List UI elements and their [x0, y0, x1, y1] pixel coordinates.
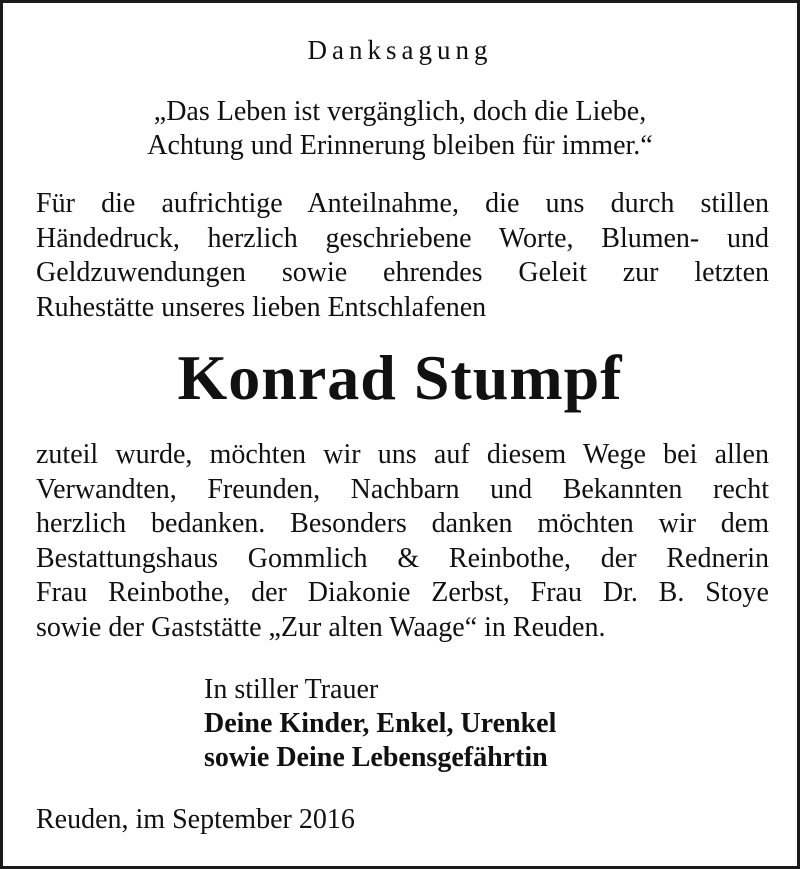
signature-intro: In stiller Trauer: [204, 674, 379, 705]
place-date: Reuden, im September 2016: [36, 804, 355, 835]
signature-partner: sowie Deine Lebensgefährtin: [204, 742, 548, 773]
paragraph-line: herzlich bedanken. Besonders danken möchten wir dem: [36, 508, 769, 539]
paragraph-line: Verwandten, Freunden, Nachbarn und Bekannten recht: [36, 473, 769, 505]
deceased-name: Konrad Stumpf: [177, 342, 623, 413]
thanks-paragraph-main: [36, 438, 769, 645]
paragraph-line: sowie der Gaststätte „Zur alten Waage“ in Reuden.: [36, 611, 606, 643]
paragraph-line: Frau Reinbothe, der Diakonie Zerbst, Frau Dr. B. Stoye: [36, 577, 769, 608]
paragraph-line: Bestattungshaus Gommlich & Reinbothe, der Rednerin: [36, 542, 769, 574]
paragraph-line: Ruhestätte unseres lieben Entschlafenen: [36, 291, 487, 323]
signature-family: Deine Kinder, Enkel, Urenkel: [204, 708, 557, 739]
paragraph-line: Händedruck, herzlich geschriebene Worte, Blumen- und: [36, 222, 769, 254]
thanks-paragraph-intro: [36, 187, 769, 325]
quote-line: „Das Leben ist vergänglich, doch die Liebe,: [153, 96, 647, 127]
paragraph-line: Für die aufrichtige Anteilnahme, die uns durch stillen: [36, 188, 769, 219]
notice-heading: Danksagung: [307, 35, 493, 65]
paragraph-line: Geldzuwendungen sowie ehrendes Geleit zur letzten: [36, 257, 769, 288]
quote-line: Achtung und Erinnerung bleiben für immer.“: [147, 130, 653, 161]
signature-block: [204, 673, 556, 775]
memorial-quote: [3, 95, 797, 163]
paragraph-line: zuteil wurde, möchten wir uns auf diesem Wege bei allen: [36, 439, 769, 470]
